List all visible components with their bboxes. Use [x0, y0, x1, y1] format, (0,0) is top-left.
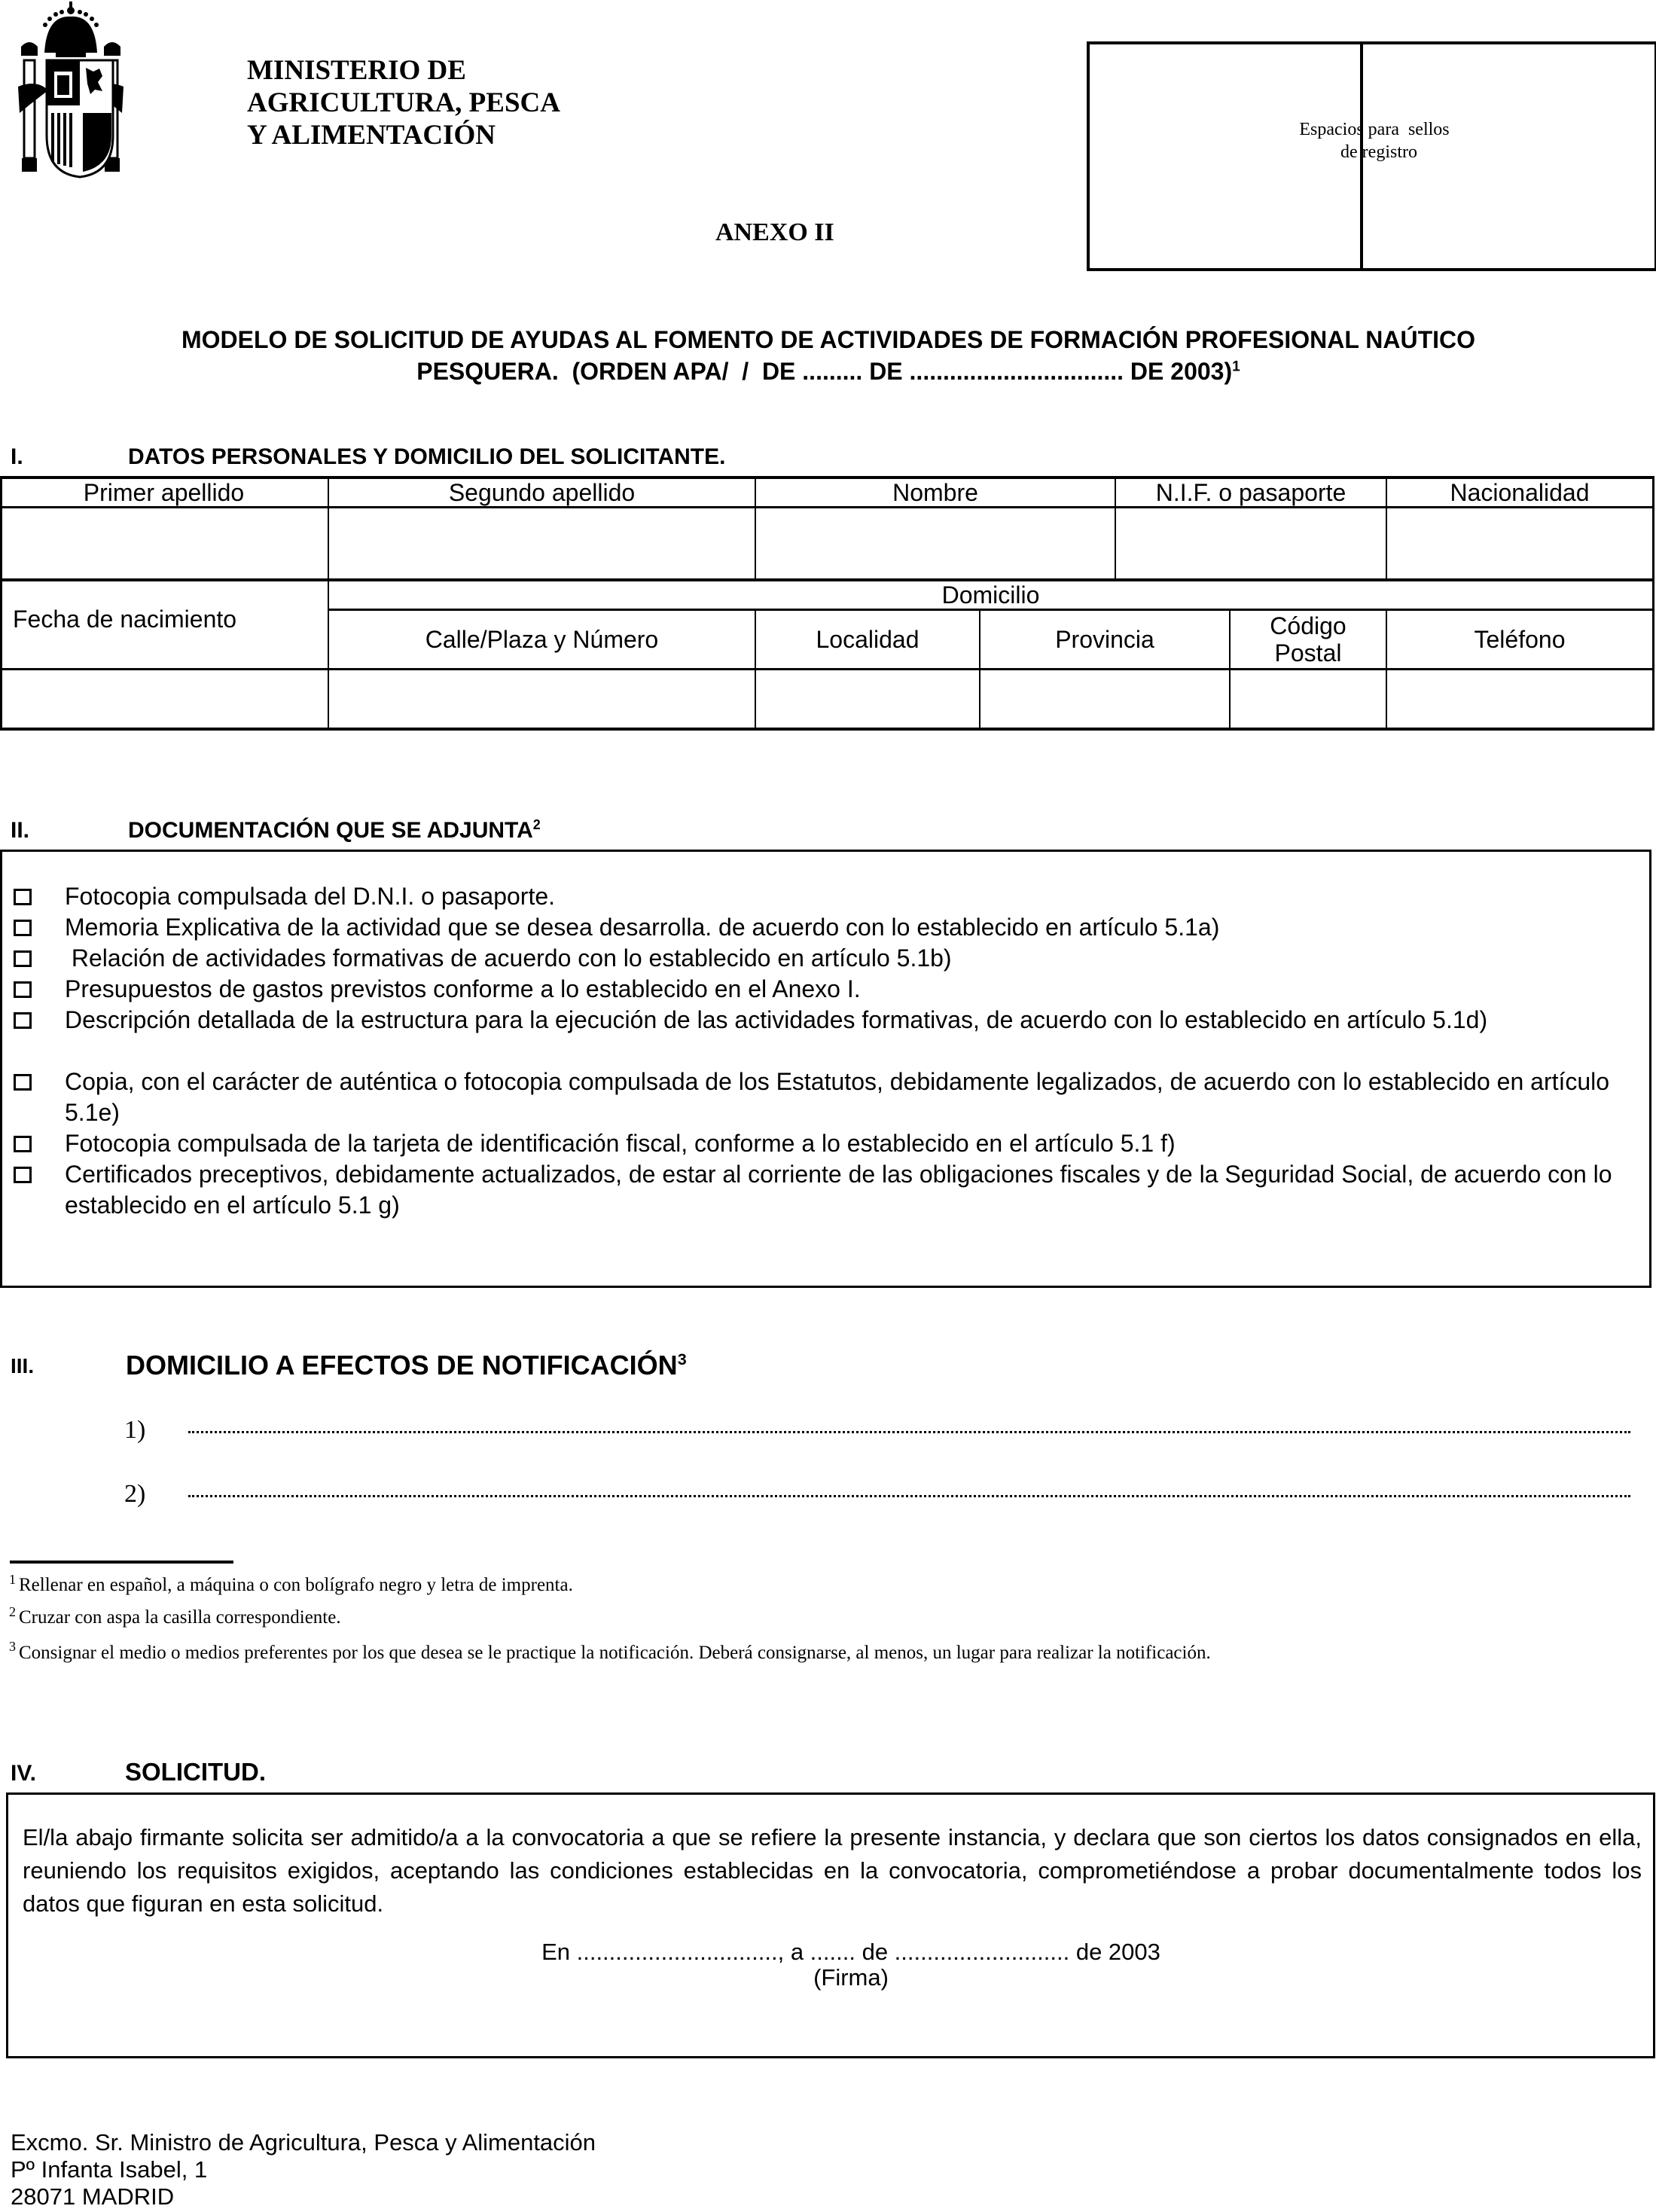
- ministry-line-1: MINISTERIO DE: [247, 55, 466, 86]
- checkbox-dni[interactable]: [14, 889, 32, 905]
- signature-label: (Firma): [813, 1964, 889, 1991]
- notification-address-2: [124, 1480, 1630, 1509]
- field-provincia[interactable]: [980, 670, 1229, 728]
- footnote-ref-3: 3: [677, 1350, 687, 1368]
- notification-address-1: [124, 1416, 1630, 1445]
- section-4-number: IV.: [11, 1761, 36, 1786]
- notification-address-1-input[interactable]: [188, 1430, 1630, 1433]
- document-item-certificados: [14, 1159, 1625, 1221]
- document-item-memoria: [14, 912, 1625, 943]
- coat-of-arms-icon: [11, 0, 131, 179]
- header-provincia: Provincia: [1055, 626, 1154, 653]
- footnote-1-ref: 1: [9, 1572, 16, 1587]
- field-nif[interactable]: [1116, 508, 1386, 578]
- label-domicilio-group: Domicilio: [941, 581, 1040, 609]
- section-2-title-text: DOCUMENTACIÓN QUE SE ADJUNTA: [128, 818, 533, 843]
- section-2-number: II.: [11, 818, 30, 843]
- footnote-1: [9, 1574, 1575, 1597]
- footnote-3-ref: 3: [9, 1639, 16, 1654]
- document-item-relacion: [14, 943, 1625, 974]
- stamp-label-line-1: Espacios para sellos: [1299, 120, 1450, 139]
- document-item-presupuestos: [14, 974, 1625, 1005]
- place-date-line[interactable]: En ..............................., a ....... de ........................... de 2003: [541, 1939, 1160, 1965]
- stamp-box-label: [1205, 118, 1544, 163]
- checkbox-presupuestos[interactable]: [14, 981, 32, 998]
- footnote-separator: [10, 1561, 233, 1564]
- notification-address-2-input[interactable]: [188, 1494, 1630, 1497]
- header-primer-apellido: Primer apellido: [83, 479, 245, 506]
- coat-of-arms-logo: [11, 0, 131, 179]
- footnote-ref-2: 2: [532, 817, 541, 832]
- section-4-title: SOLICITUD.: [125, 1758, 266, 1786]
- section-2-title: [128, 818, 541, 844]
- declaration-text: El/la abajo firmante solicita ser admitido/a a la convocatoria a que se refiere la presente instancia, y declara que son ciertos los datos consignados en ella, reuniendo los requisitos exigidos, aceptando las condiciones establecidas en la convocatoria, comprometiéndose a probar documentalmente todos los datos que figuran en esta solicitud.: [23, 1824, 1642, 1917]
- header-telefono: Teléfono: [1474, 626, 1566, 653]
- field-telefono[interactable]: [1387, 670, 1652, 728]
- recipient-line-3: 28071 MADRID: [11, 2183, 175, 2210]
- ministry-line-2: AGRICULTURA, PESCA: [247, 87, 560, 118]
- field-localidad[interactable]: [756, 670, 979, 728]
- applicant-data-table: [0, 476, 1654, 731]
- form-title-line-2-text: PESQUERA. (ORDEN APA/ / DE ......... DE ................................ DE 2003): [416, 358, 1233, 385]
- section-3-number: III.: [11, 1354, 35, 1378]
- section-1-title: DATOS PERSONALES Y DOMICILIO DEL SOLICITANTE.: [128, 444, 726, 469]
- field-segundo-apellido[interactable]: [329, 508, 755, 578]
- field-nombre[interactable]: [756, 508, 1115, 578]
- document-label: Presupuestos de gastos previstos conforme a lo establecido en el Anexo I.: [65, 975, 861, 1002]
- header-nif: N.I.F. o pasaporte: [1155, 479, 1346, 506]
- recipient-line-2: Pº Infanta Isabel, 1: [11, 2156, 208, 2183]
- form-title: [30, 324, 1627, 387]
- notification-line-1-label: 1): [124, 1416, 146, 1444]
- field-codigo-postal[interactable]: [1231, 670, 1386, 728]
- checkbox-estatutos[interactable]: [14, 1074, 32, 1091]
- form-title-line-1: MODELO DE SOLICITUD DE AYUDAS AL FOMENTO DE ACTIVIDADES DE FORMACIÓN PROFESIONAL NAÚTICO: [181, 326, 1475, 353]
- document-label: Copia, con el carácter de auténtica o fotocopia compulsada de los Estatutos, debidamente legalizados, de acuerdo con lo establecido en artículo 5.1e): [65, 1068, 1610, 1126]
- recipient-address: [11, 2129, 596, 2210]
- form-title-line-2: [30, 355, 1627, 387]
- footnote-2-text: Cruzar con aspa la casilla correspondiente.: [19, 1607, 341, 1628]
- document-label: Relación de actividades formativas de acuerdo con lo establecido en artículo 5.1b): [65, 944, 952, 972]
- header-codigo-postal: Código Postal: [1270, 612, 1346, 667]
- stamp-label-line-2: de registro: [1340, 142, 1417, 162]
- footnote-ref-1: 1: [1232, 358, 1240, 375]
- document-label: Fotocopia compulsada del D.N.I. o pasaporte.: [65, 883, 556, 910]
- checkbox-memoria[interactable]: [14, 920, 32, 936]
- checkbox-descripcion[interactable]: [14, 1012, 32, 1029]
- notification-line-2-label: 2): [124, 1480, 146, 1508]
- checkbox-certificados[interactable]: [14, 1167, 32, 1183]
- document-item-estatutos: [14, 1066, 1625, 1128]
- document-label: Descripción detallada de la estructura para la ejecución de las actividades formativas, de acuerdo con lo establecido en artículo 5.1d): [65, 1006, 1488, 1033]
- document-label: Certificados preceptivos, debidamente actualizados, de estar al corriente de las obligaciones fiscales y de la Seguridad Social, de acuerdo con lo establecido en el artículo 5.1 g): [65, 1161, 1612, 1219]
- footnote-2: [9, 1606, 1575, 1629]
- section-3-title: [126, 1350, 687, 1381]
- section-3-title-text: DOMICILIO A EFECTOS DE NOTIFICACIÓN: [126, 1350, 678, 1381]
- field-fecha-nacimiento[interactable]: [2, 670, 328, 728]
- document-label: Fotocopia compulsada de la tarjeta de identificación fiscal, conforme a lo establecido en el artículo 5.1 f): [65, 1130, 1176, 1157]
- section-1-number: I.: [11, 444, 23, 469]
- document-item-nif-fiscal: [14, 1128, 1625, 1159]
- ministry-name: [247, 54, 560, 151]
- header-segundo-apellido: Segundo apellido: [448, 479, 636, 506]
- document-label: Memoria Explicativa de la actividad que se desea desarrolla. de acuerdo con lo establecido en artículo 5.1a): [65, 914, 1220, 941]
- checkbox-relacion[interactable]: [14, 950, 32, 967]
- document-item-dni: [14, 881, 1625, 912]
- header-nacionalidad: Nacionalidad: [1450, 479, 1590, 506]
- checkbox-nif-fiscal[interactable]: [14, 1136, 32, 1152]
- label-fecha-nacimiento: Fecha de nacimiento: [13, 606, 237, 633]
- field-nacionalidad[interactable]: [1387, 508, 1652, 578]
- recipient-line-1: Excmo. Sr. Ministro de Agricultura, Pesca y Alimentación: [11, 2129, 596, 2156]
- footnote-1-text: Rellenar en español, a máquina o con bolígrafo negro y letra de imprenta.: [19, 1575, 573, 1595]
- document-item-descripcion: [14, 1005, 1625, 1036]
- table-border-bottom: [0, 728, 1654, 731]
- table-border-right: [1652, 476, 1654, 731]
- header-calle: Calle/Plaza y Número: [425, 626, 659, 653]
- field-primer-apellido[interactable]: [2, 508, 328, 578]
- footnote-3: [9, 1639, 1575, 1667]
- header-localidad: Localidad: [816, 626, 919, 653]
- header-nombre: Nombre: [892, 479, 978, 506]
- footnote-2-ref: 2: [9, 1604, 16, 1619]
- footnote-3-text: Consignar el medio o medios preferentes por los que desea se le practique la notificación. Deberá consignarse, al menos, un lugar para realizar la notificación.: [19, 1643, 1211, 1663]
- annex-label: ANEXO II: [715, 218, 834, 246]
- field-calle[interactable]: [329, 670, 755, 728]
- ministry-line-3: Y ALIMENTACIÓN: [247, 120, 496, 151]
